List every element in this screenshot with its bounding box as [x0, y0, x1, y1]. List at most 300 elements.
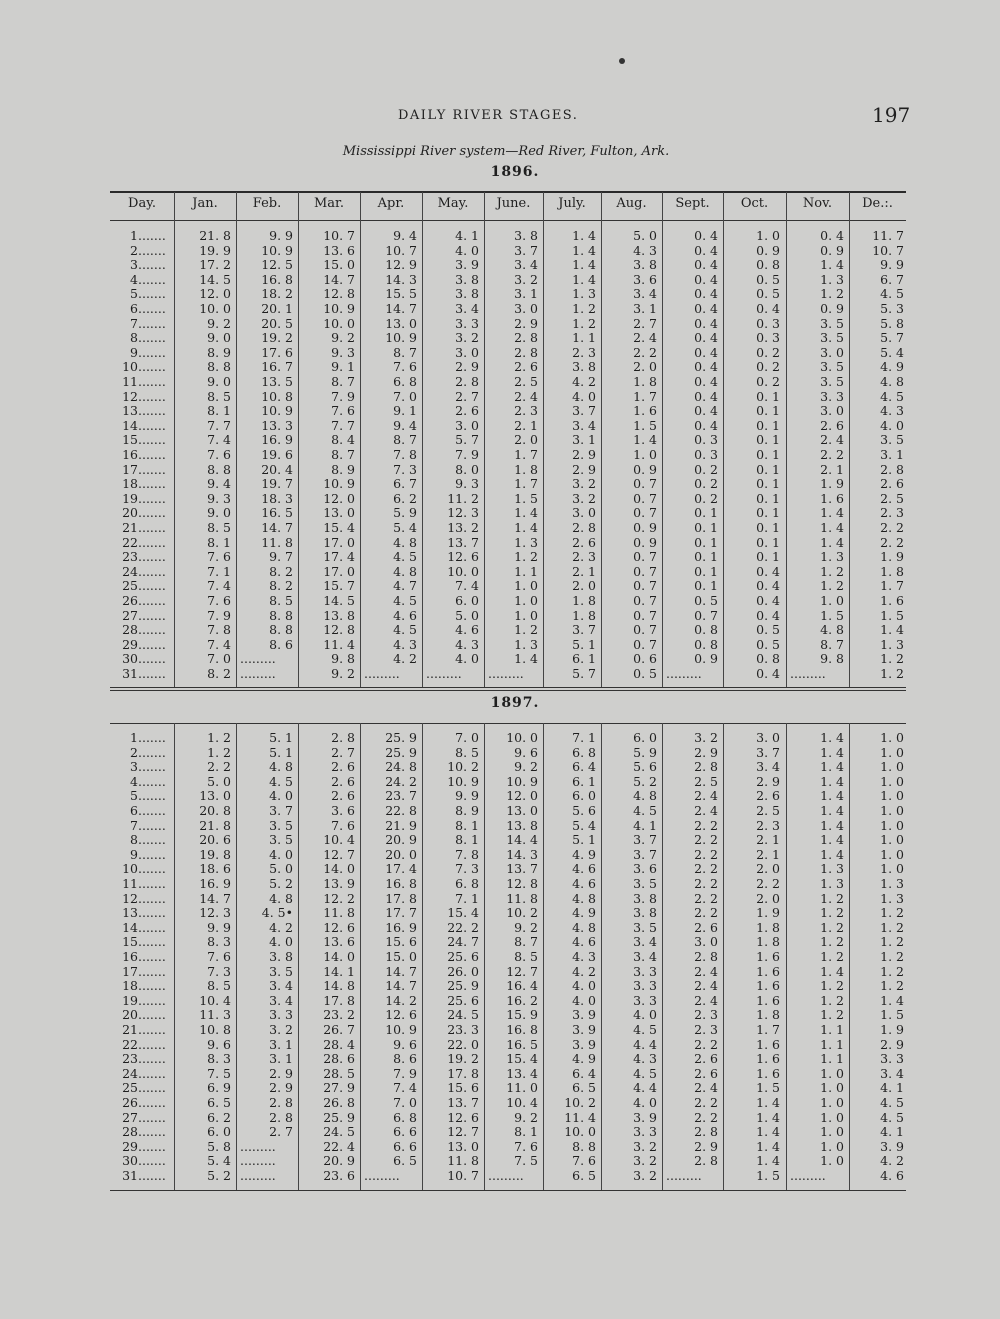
stage-cell-dec: 1. 6	[880, 593, 904, 608]
stage-cell-june: 2. 8	[514, 344, 538, 360]
stage-cell-apr: 8. 7	[393, 344, 417, 360]
stage-cell-may: 4. 0	[455, 651, 479, 667]
stage-cell-feb: 11. 8	[261, 534, 293, 550]
stage-cell-apr: 4. 2	[393, 651, 417, 667]
day-cell: 31.......	[122, 1169, 166, 1183]
stage-cell-dec: 4. 0	[880, 417, 904, 433]
day-cell: 12.......	[122, 891, 166, 906]
stage-cell-mar: 15. 7	[323, 578, 355, 594]
stage-cell-nov: 1. 0	[820, 593, 844, 608]
stage-cell-may: 2. 9	[455, 359, 479, 375]
stage-cell-june: 15. 4	[506, 1051, 538, 1067]
stage-cell-feb: 2. 8	[269, 1095, 293, 1110]
stage-cell-mar: 11. 8	[323, 905, 355, 921]
stage-cell-oct: 2. 1	[756, 846, 780, 862]
stage-cell-june: 1. 5	[514, 490, 538, 506]
page-number: 197	[872, 103, 911, 127]
stage-cell-dec: 2. 2	[880, 534, 904, 550]
stage-cell-nov: 1. 2	[820, 978, 844, 994]
stage-cell-jan: 18. 6	[199, 861, 231, 877]
stage-cell-oct: 3. 4	[756, 759, 780, 775]
stage-cell-jan: 7. 7	[207, 417, 231, 433]
stage-cell-sept: 0. 1	[694, 520, 718, 535]
stage-cell-sept: 0. 2	[694, 461, 718, 477]
stage-cell-nov: 1. 4	[820, 744, 844, 760]
stage-cell-june: 1. 8	[514, 461, 538, 477]
stage-cell-nov: 2. 4	[820, 432, 844, 448]
stage-cell-aug: 1. 5	[633, 417, 657, 433]
stage-cell-sept: 2. 2	[694, 1036, 718, 1052]
stage-cell-june: 2. 6	[514, 359, 538, 375]
stage-cell-sept: 0. 1	[694, 578, 718, 594]
stage-cell-june: 2. 4	[514, 388, 538, 404]
stage-cell-dec: 1. 3	[880, 876, 904, 891]
stage-cell-aug: 0. 7	[633, 490, 657, 506]
stage-cell-july: 4. 9	[572, 1051, 596, 1067]
stage-cell-mar: 9. 3	[331, 344, 355, 360]
stage-cell-june: 16. 2	[506, 992, 538, 1008]
day-cell: 12.......	[122, 389, 166, 404]
stage-cell-oct: 1. 5	[756, 1168, 780, 1183]
stage-cell-apr: 8. 6	[393, 1051, 417, 1067]
stage-cell-may: 7. 3	[455, 861, 479, 877]
stage-cell-nov: 1. 0	[820, 1153, 844, 1169]
ink-dot	[619, 58, 625, 64]
stage-cell-aug: 1. 4	[633, 432, 657, 448]
stage-cell-oct: 1. 6	[756, 1051, 780, 1067]
stage-cell-apr: 9. 4	[393, 228, 417, 243]
stage-cell-may: 8. 0	[455, 461, 479, 477]
column-rule	[601, 192, 602, 687]
stage-cell-jan: 7. 6	[207, 447, 231, 462]
stage-cell-nov: 1. 4	[820, 846, 844, 862]
stage-cell-oct: 2. 1	[756, 832, 780, 848]
day-cell: 13.......	[122, 906, 166, 921]
stage-cell-apr: 7. 4	[393, 1080, 417, 1096]
stage-cell-oct: 1. 8	[756, 1007, 780, 1023]
stage-cell-apr: 6. 6	[393, 1138, 417, 1154]
stage-cell-aug: 3. 3	[633, 1124, 657, 1140]
stage-cell-nov: 1. 2	[820, 949, 844, 964]
stage-cell-nov: 1. 4	[820, 803, 844, 818]
stage-cell-nov: 1. 2	[820, 563, 844, 579]
column-rule	[543, 723, 544, 1190]
stage-cell-mar: 12. 8	[323, 286, 355, 302]
stage-cell-mar: 25. 9	[323, 1109, 355, 1125]
stage-cell-jan: 21. 8	[199, 817, 231, 833]
stage-cell-oct: 2. 0	[756, 890, 780, 906]
stage-cell-feb: 14. 7	[261, 520, 293, 535]
column-rule	[360, 723, 361, 1190]
stage-cell-nov: 1. 3	[820, 861, 844, 877]
stage-cell-may: 5. 0	[455, 607, 479, 623]
stage-cell-may: 7. 0	[455, 730, 479, 745]
stage-cell-may: 10. 7	[447, 1168, 479, 1183]
stage-cell-apr: 7. 3	[393, 461, 417, 477]
stage-cell-jan: 10. 0	[199, 301, 231, 316]
stage-cell-may: 15. 6	[447, 1080, 479, 1096]
stage-cell-aug: 5. 0	[633, 228, 657, 243]
stage-cell-nov: 2. 6	[820, 417, 844, 433]
stage-cell-oct: 1. 0	[756, 228, 780, 243]
day-cell: 6.......	[130, 302, 166, 316]
stage-cell-july: 6. 1	[572, 651, 596, 667]
stage-cell-apr: 4. 6	[393, 607, 417, 623]
day-cell: 19.......	[122, 993, 166, 1008]
stage-cell-jan: 10. 8	[199, 1022, 231, 1037]
stage-cell-sept: 2. 4	[694, 992, 718, 1008]
stage-cell-oct: 0. 1	[756, 432, 780, 448]
day-cell: 30.......	[122, 1154, 166, 1169]
stage-cell-feb: 17. 6	[261, 344, 293, 360]
stage-cell-may: 19. 2	[447, 1051, 479, 1067]
stage-cell-june: 1. 2	[514, 622, 538, 638]
stage-cell-june: 8. 1	[514, 1124, 538, 1140]
stage-cell-oct: 2. 0	[756, 861, 780, 877]
stage-cell-dec: 1. 2	[880, 963, 904, 979]
stage-cell-june: 7. 6	[514, 1138, 538, 1154]
stage-cell-sept: 2. 2	[694, 1109, 718, 1125]
stage-cell-may: 4. 6	[455, 622, 479, 638]
stage-cell-apr: 24. 8	[385, 759, 417, 775]
stage-cell-july: 6. 4	[572, 759, 596, 775]
day-cell: 15.......	[122, 433, 166, 448]
stage-cell-nov: 1. 2	[820, 286, 844, 302]
stage-cell-feb: 13. 3	[261, 417, 293, 433]
stage-cell-apr: 4. 3	[393, 636, 417, 652]
stage-cell-nov: .........	[790, 1168, 826, 1183]
stage-cell-july: 4. 9	[572, 905, 596, 921]
stage-cell-nov: 1. 4	[820, 759, 844, 775]
column-rule	[849, 723, 850, 1190]
stage-cell-apr: 17. 7	[385, 905, 417, 921]
stage-cell-nov: 1. 1	[820, 1051, 844, 1067]
stage-cell-dec: 6. 7	[880, 271, 904, 287]
stage-cell-aug: 3. 3	[633, 992, 657, 1008]
column-header-aug: Aug.	[616, 196, 647, 211]
stage-cell-jan: 9. 6	[207, 1036, 231, 1052]
column-header-july: July.	[558, 196, 586, 211]
stage-cell-dec: 2. 2	[880, 520, 904, 535]
stage-cell-feb: 4. 5	[269, 773, 293, 789]
stage-cell-mar: 23. 6	[323, 1168, 355, 1183]
stage-cell-jan: 7. 4	[207, 432, 231, 448]
stage-cell-nov: 3. 5	[820, 330, 844, 346]
stage-cell-sept: 0. 4	[694, 271, 718, 287]
stage-cell-apr: 12. 6	[385, 1007, 417, 1023]
stage-cell-dec: 1. 2	[880, 651, 904, 667]
stage-cell-dec: 1. 2	[880, 905, 904, 921]
stage-cell-may: 9. 9	[455, 788, 479, 804]
day-cell: 19.......	[122, 491, 166, 506]
stage-cell-sept: 0. 1	[694, 549, 718, 565]
stage-cell-apr: 25. 9	[385, 730, 417, 745]
stage-cell-feb: 20. 5	[261, 315, 293, 331]
stage-cell-dec: 4. 1	[880, 1124, 904, 1140]
stage-cell-aug: 0. 9	[633, 520, 657, 535]
stage-cell-mar: 9. 2	[331, 330, 355, 346]
stage-cell-jan: 7. 6	[207, 549, 231, 565]
stage-cell-dec: 1. 9	[880, 1022, 904, 1037]
stage-cell-feb: 5. 2	[269, 876, 293, 891]
stage-cell-dec: 1. 0	[880, 861, 904, 877]
stage-cell-june: 1. 4	[514, 520, 538, 535]
stage-cell-sept: 2. 2	[694, 876, 718, 891]
stage-cell-mar: 14. 0	[323, 949, 355, 964]
stage-cell-june: 8. 7	[514, 934, 538, 950]
stage-cell-feb: 8. 8	[269, 622, 293, 638]
stage-cell-july: 7. 1	[572, 730, 596, 745]
stage-cell-apr: 13. 0	[385, 315, 417, 331]
stage-cell-dec: 9. 9	[880, 257, 904, 273]
stage-cell-june: 14. 4	[506, 832, 538, 848]
stage-cell-dec: 1. 5	[880, 1007, 904, 1023]
stage-cell-may: 4. 1	[455, 228, 479, 243]
stage-cell-apr: 4. 5	[393, 593, 417, 608]
stage-cell-aug: 4. 3	[633, 242, 657, 258]
stage-cell-feb: 16. 7	[261, 359, 293, 375]
stage-cell-june: 13. 8	[506, 817, 538, 833]
stage-cell-sept: 0. 2	[694, 476, 718, 492]
stage-cell-dec: 1. 0	[880, 730, 904, 745]
day-cell: 30.......	[122, 652, 166, 667]
stage-cell-feb: 3. 2	[269, 1022, 293, 1037]
stage-cell-feb: 8. 6	[269, 636, 293, 652]
stage-cell-apr: 5. 9	[393, 505, 417, 521]
stage-cell-dec: 1. 4	[880, 622, 904, 638]
stage-cell-sept: 2. 2	[694, 846, 718, 862]
stage-cell-mar: 14. 7	[323, 271, 355, 287]
stage-cell-july: 4. 0	[572, 388, 596, 404]
day-cell: 2.......	[130, 745, 166, 760]
stage-cell-oct: 1. 8	[756, 934, 780, 950]
stage-cell-may: 2. 6	[455, 403, 479, 419]
stage-cell-oct: 0. 2	[756, 359, 780, 375]
day-cell: 28.......	[122, 623, 166, 638]
stage-cell-nov: 1. 4	[820, 520, 844, 535]
stage-cell-aug: 3. 8	[633, 905, 657, 921]
stage-cell-sept: 2. 4	[694, 788, 718, 804]
stage-cell-jan: 5. 4	[207, 1153, 231, 1169]
stage-cell-aug: 4. 5	[633, 1022, 657, 1037]
stage-cell-sept: 2. 6	[694, 919, 718, 935]
column-rule	[422, 192, 423, 687]
stage-cell-dec: 1. 2	[880, 978, 904, 994]
stage-cell-may: 25. 9	[447, 978, 479, 994]
stage-cell-mar: 10. 0	[323, 315, 355, 331]
stage-cell-oct: 0. 1	[756, 461, 780, 477]
stage-cell-nov: 1. 0	[820, 1095, 844, 1110]
stage-cell-july: 3. 4	[572, 417, 596, 433]
stage-cell-july: 7. 6	[572, 1153, 596, 1169]
stage-cell-july: 1. 8	[572, 607, 596, 623]
stage-cell-july: 4. 9	[572, 846, 596, 862]
stage-cell-dec: 1. 0	[880, 759, 904, 775]
stage-cell-jan: 7. 4	[207, 636, 231, 652]
stage-cell-june: 12. 8	[506, 876, 538, 891]
stage-cell-jan: 8. 5	[207, 388, 231, 404]
stage-cell-mar: 13. 6	[323, 934, 355, 950]
day-cell: 8.......	[130, 331, 166, 346]
stage-cell-june: 9. 6	[514, 744, 538, 760]
stage-cell-oct: 0. 5	[756, 622, 780, 638]
day-cell: 28.......	[122, 1125, 166, 1140]
stage-cell-july: 1. 4	[572, 242, 596, 258]
stage-cell-oct: 0. 1	[756, 490, 780, 506]
stage-cell-sept: 2. 3	[694, 1022, 718, 1037]
stage-cell-sept: 0. 3	[694, 447, 718, 462]
stage-cell-june: 1. 4	[514, 505, 538, 521]
day-cell: 24.......	[122, 1066, 166, 1081]
stage-cell-july: 8. 8	[572, 1138, 596, 1154]
stage-cell-july: 5. 4	[572, 817, 596, 833]
stage-cell-june: 13. 7	[506, 861, 538, 877]
stage-cell-dec: 3. 5	[880, 432, 904, 448]
stage-cell-feb: 4. 8	[269, 890, 293, 906]
stage-cell-mar: 28. 5	[323, 1065, 355, 1081]
stage-cell-mar: 22. 4	[323, 1138, 355, 1154]
stage-cell-mar: 15. 4	[323, 520, 355, 535]
day-cell: 29.......	[122, 1139, 166, 1154]
stage-cell-june: 2. 0	[514, 432, 538, 448]
stage-cell-mar: 13. 6	[323, 242, 355, 258]
stage-cell-may: 4. 0	[455, 242, 479, 258]
stage-cell-jan: 5. 2	[207, 1168, 231, 1183]
stage-cell-sept: 2. 5	[694, 773, 718, 789]
stage-cell-june: 8. 5	[514, 949, 538, 964]
stage-cell-may: 12. 6	[447, 549, 479, 565]
stage-cell-nov: 1. 9	[820, 476, 844, 492]
stage-cell-may: 12. 6	[447, 1109, 479, 1125]
stage-cell-may: 25. 6	[447, 949, 479, 964]
stage-cell-aug: 3. 6	[633, 861, 657, 877]
column-header-dec: De.:.	[862, 196, 893, 211]
stage-cell-feb: 5. 1	[269, 744, 293, 760]
stage-cell-feb: 16. 8	[261, 271, 293, 287]
stage-cell-feb: 10. 9	[261, 403, 293, 419]
stage-cell-dec: 4. 5	[880, 1109, 904, 1125]
stage-cell-feb: .........	[240, 1138, 276, 1154]
stage-cell-mar: 2. 6	[331, 788, 355, 804]
stage-cell-july: 6. 1	[572, 773, 596, 789]
stage-cell-apr: 4. 8	[393, 563, 417, 579]
stage-cell-sept: 0. 8	[694, 636, 718, 652]
stage-cell-feb: 18. 3	[261, 490, 293, 506]
stage-cell-july: 4. 3	[572, 949, 596, 964]
stage-cell-nov: 9. 8	[820, 651, 844, 667]
stage-cell-apr: 21. 9	[385, 817, 417, 833]
stage-cell-aug: 4. 3	[633, 1051, 657, 1067]
stage-cell-nov: 1. 0	[820, 1124, 844, 1140]
column-rule	[484, 192, 485, 687]
stage-cell-aug: 3. 3	[633, 963, 657, 979]
stage-cell-oct: 0. 4	[756, 607, 780, 623]
stage-cell-jan: 7. 4	[207, 578, 231, 594]
stage-cell-july: 4. 6	[572, 934, 596, 950]
stage-cell-jan: 9. 3	[207, 490, 231, 506]
stage-cell-dec: 1. 0	[880, 773, 904, 789]
stage-cell-may: 25. 6	[447, 992, 479, 1008]
stage-cell-july: 5. 1	[572, 636, 596, 652]
stage-cell-june: 3. 2	[514, 271, 538, 287]
stage-cell-mar: 13. 9	[323, 876, 355, 891]
stage-cell-oct: 0. 1	[756, 403, 780, 419]
stage-cell-aug: 5. 6	[633, 759, 657, 775]
stage-cell-jan: 6. 9	[207, 1080, 231, 1096]
day-cell: 9.......	[130, 345, 166, 360]
stage-cell-july: 6. 0	[572, 788, 596, 804]
day-cell: 4.......	[130, 272, 166, 287]
stage-cell-june: 7. 5	[514, 1153, 538, 1169]
column-rule	[662, 723, 663, 1190]
stage-cell-oct: 3. 0	[756, 730, 780, 745]
stage-cell-dec: 4. 5	[880, 388, 904, 404]
day-cell: 5.......	[130, 287, 166, 302]
stage-cell-oct: 3. 7	[756, 744, 780, 760]
stage-cell-oct: 0. 8	[756, 651, 780, 667]
stage-cell-sept: 2. 9	[694, 744, 718, 760]
stage-cell-dec: 2. 6	[880, 476, 904, 492]
stage-cell-sept: 0. 3	[694, 432, 718, 448]
stage-cell-june: .........	[488, 1168, 524, 1183]
stage-cell-jan: 1. 2	[207, 730, 231, 745]
stage-cell-mar: 7. 6	[331, 403, 355, 419]
stage-cell-may: 23. 3	[447, 1022, 479, 1037]
stage-cell-aug: 3. 9	[633, 1109, 657, 1125]
stage-cell-nov: 1. 2	[820, 992, 844, 1008]
stage-cell-apr: 14. 2	[385, 992, 417, 1008]
stage-cell-jan: 9. 0	[207, 505, 231, 521]
stage-cell-nov: 1. 4	[820, 534, 844, 550]
stage-cell-sept: 0. 4	[694, 344, 718, 360]
stage-cell-feb: 8. 2	[269, 563, 293, 579]
stage-cell-sept: 2. 2	[694, 905, 718, 921]
stage-cell-may: 8. 1	[455, 817, 479, 833]
stage-cell-dec: 2. 3	[880, 505, 904, 521]
stage-cell-may: 24. 5	[447, 1007, 479, 1023]
stage-cell-apr: 5. 4	[393, 520, 417, 535]
stage-cell-apr: 14. 7	[385, 963, 417, 979]
stage-cell-sept: 2. 4	[694, 803, 718, 818]
stage-cell-nov: 1. 3	[820, 549, 844, 565]
stage-cell-jan: 5. 8	[207, 1138, 231, 1154]
stage-cell-june: 12. 7	[506, 963, 538, 979]
stage-cell-dec: 4. 2	[880, 1153, 904, 1169]
stage-cell-sept: 2. 9	[694, 1138, 718, 1154]
stage-cell-apr: .........	[364, 1168, 400, 1183]
stage-cell-aug: 0. 7	[633, 593, 657, 608]
stage-cell-july: 6. 4	[572, 1065, 596, 1081]
stage-cell-oct: 0. 8	[756, 257, 780, 273]
stage-cell-july: 5. 1	[572, 832, 596, 848]
day-cell: 9.......	[130, 847, 166, 862]
stage-cell-apr: 9. 6	[393, 1036, 417, 1052]
stage-cell-dec: 1. 3	[880, 636, 904, 652]
stage-cell-feb: 5. 1	[269, 730, 293, 745]
stage-cell-july: 4. 0	[572, 992, 596, 1008]
stage-cell-sept: 0. 4	[694, 417, 718, 433]
stage-cell-feb: 3. 4	[269, 992, 293, 1008]
stage-cell-dec: 1. 5	[880, 607, 904, 623]
stage-cell-apr: 4. 8	[393, 534, 417, 550]
stage-cell-apr: 20. 9	[385, 832, 417, 848]
stage-cell-dec: 1. 2	[880, 919, 904, 935]
stage-cell-june: 1. 2	[514, 549, 538, 565]
stage-cell-oct: 2. 5	[756, 803, 780, 818]
stage-cell-sept: 0. 4	[694, 286, 718, 302]
stage-cell-may: 10. 2	[447, 759, 479, 775]
stage-cell-nov: 1. 2	[820, 905, 844, 921]
